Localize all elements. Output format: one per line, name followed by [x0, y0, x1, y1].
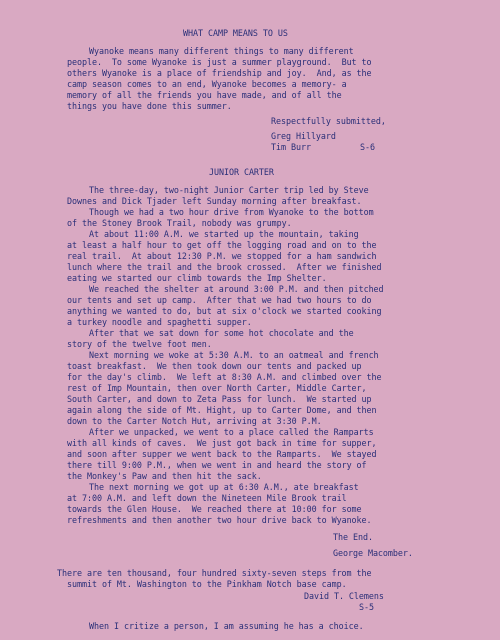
text-line: at 7:00 A.M. and left down the Nineteen Mile Brook trail [67, 493, 347, 503]
text-line: eating we started our climb towards the Imp Shelter. [67, 273, 327, 283]
text-line: rest of Imp Mountain, then over North Carter, Middle Carter, [67, 383, 367, 393]
text-line: again along the side of Mt. Hight, up to Carter Dome, and then [67, 405, 377, 415]
text-line: down to the Carter Notch Hut, arriving at 3:30 P.M. [67, 416, 322, 426]
text-line: summit of Mt. Washington to the Pinkham Notch base camp. [67, 579, 347, 589]
end-line: The End. [333, 532, 373, 542]
text-line: lunch where the trail and the brook crossed. After we finished [67, 262, 382, 272]
text-line: the Monkey's Paw and then hit the sack. [67, 471, 262, 481]
text-line: South Carter, and down to Zeta Pass for lunch. We started up [67, 394, 372, 404]
text-line: with all kinds of caves. We just got back in time for supper, [67, 438, 377, 448]
closing-quote: When I critize a person, I am assuming he has a choice. [89, 621, 364, 631]
heading-what-camp-means: WHAT CAMP MEANS TO US [183, 28, 288, 38]
signature-name: Tim Burr [271, 142, 311, 152]
cabin-label: S-6 [360, 142, 375, 152]
closing-line: Respectfully submitted, [271, 116, 386, 126]
text-line: After that we sat down for some hot chocolate and the [89, 328, 354, 338]
text-line: refreshments and then another two hour drive back to Wyanoke. [67, 515, 372, 525]
text-line: real trail. At about 12:30 P.M. we stopped for a ham sandwich [67, 251, 377, 261]
signature-name: Greg Hillyard [271, 131, 336, 141]
text-line: our tents and set up camp. After that we had two hours to do [67, 295, 372, 305]
text-line: camp season comes to an end, Wyanoke becomes a memory- a [67, 79, 347, 89]
text-line: Downes and Dick Tjader left Sunday morning after breakfast. [67, 196, 362, 206]
author-name: George Macomber. [333, 548, 413, 558]
text-line: The three-day, two-night Junior Carter trip led by Steve [89, 185, 369, 195]
text-line: a turkey noodle and spaghetti supper. [67, 317, 252, 327]
heading-junior-carter: JUNIOR CARTER [209, 167, 274, 177]
text-line: The next morning we got up at 6:30 A.M., ate breakfast [89, 482, 359, 492]
text-line: memory of all the friends you have made, and of all the [67, 90, 342, 100]
text-line: things you have done this summer. [67, 101, 232, 111]
text-line: for the day's climb. We left at 8:30 A.M. and climbed over the [67, 372, 382, 382]
text-line: Though we had a two hour drive from Wyanoke to the bottom [89, 207, 374, 217]
text-line: Next morning we woke at 5:30 A.M. to an oatmeal and french [89, 350, 379, 360]
text-line: there till 9:00 P.M., when we went in and heard the story of [67, 460, 367, 470]
text-line: There are ten thousand, four hundred sixty-seven steps from the [57, 568, 372, 578]
cabin-label: S-5 [359, 602, 374, 612]
text-line: and soon after supper we went back to the Ramparts. We stayed [67, 449, 377, 459]
text-line: anything we wanted to do, but at six o'clock we started cooking [67, 306, 382, 316]
text-line: At about 11:00 A.M. we started up the mountain, taking [89, 229, 359, 239]
text-line: people. To some Wyanoke is just a summer playground. But to [67, 57, 372, 67]
text-line: others Wyanoke is a place of friendship and joy. And, as the [67, 68, 372, 78]
text-line: story of the twelve foot men. [67, 339, 212, 349]
text-line: Wyanoke means many different things to many different [89, 46, 354, 56]
text-line: We reached the shelter at around 3:00 P.M. and then pitched [89, 284, 384, 294]
text-line: of the Stoney Brook Trail, nobody was grumpy. [67, 218, 292, 228]
text-line: at least a half hour to get off the logging road and on to the [67, 240, 377, 250]
text-line: After we unpacked, we went to a place called the Ramparts [89, 427, 374, 437]
author-name: David T. Clemens [304, 591, 384, 601]
text-line: toast breakfast. We then took down our tents and packed up [67, 361, 362, 371]
text-line: towards the Glen House. We reached there at 10:00 for some [67, 504, 362, 514]
